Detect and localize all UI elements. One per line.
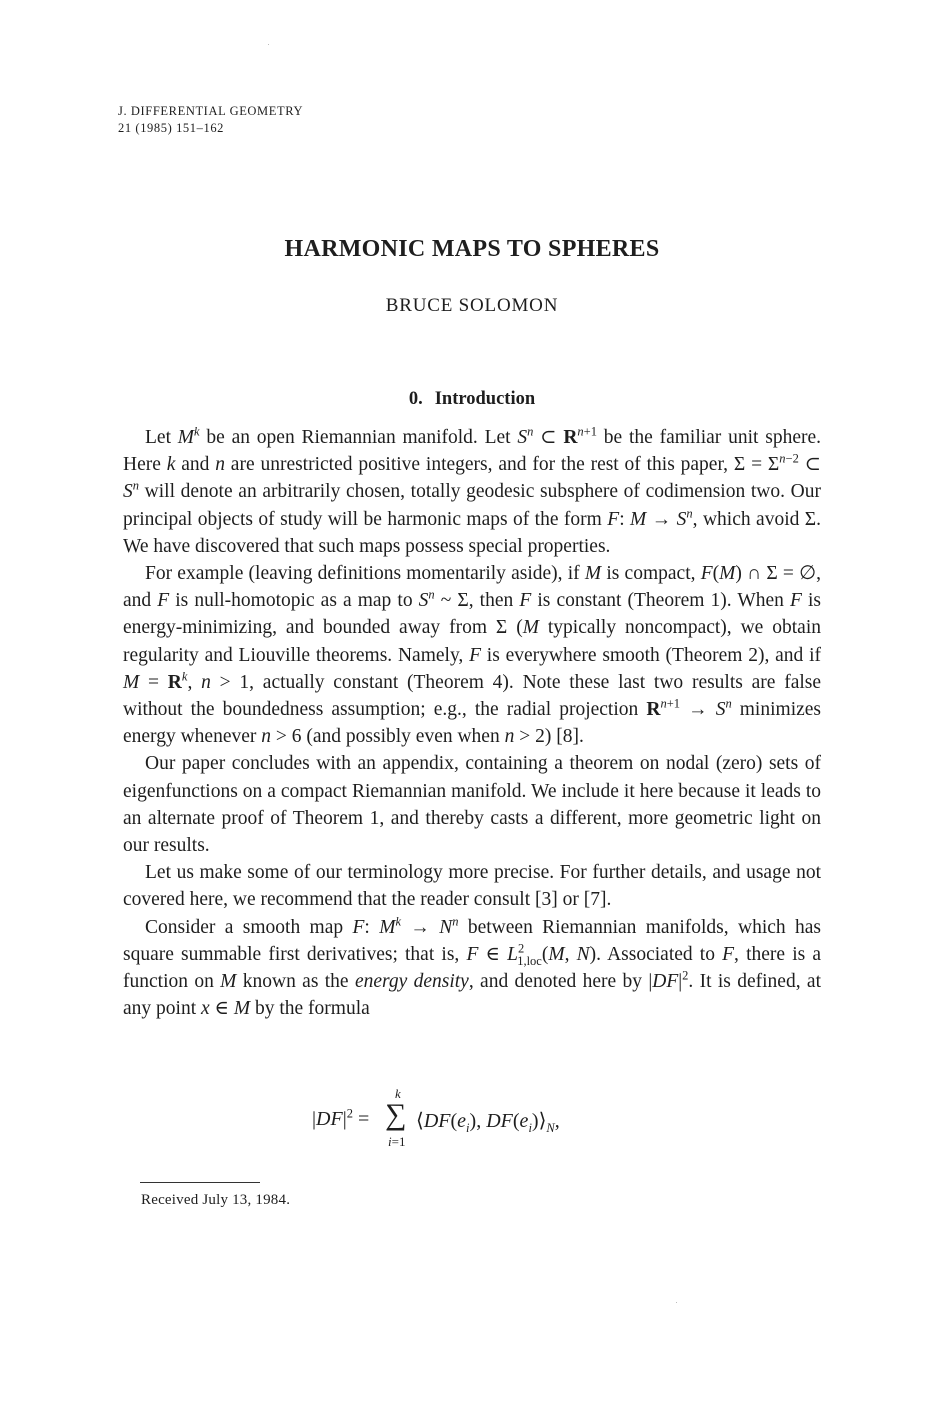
- section-title: Introduction: [434, 389, 536, 409]
- paper-author: BRUCE SOLOMON: [385, 295, 559, 316]
- paragraph-4: Let us make some of our terminology more precise. For further details, and usage not covered here, we recommend that the reader consult [3] or [7].: [123, 862, 821, 911]
- footnote-received: Received July 13, 1984.: [141, 1192, 291, 1208]
- paragraph-2: For example (leaving definitions momentarily aside), if M is compact, F(M) ∩ Σ = ∅, and F is null-homotopic as a map to $S^n$ ~ Σ, then F is constant (Theorem 1). When F is energy-minimizing, and bounded away from Σ (M typically noncompact), we obtain regularity and Liouville theorems. Namely, F is everywhere smooth (Theorem 2), and if $M = R^k$, n > 1, actually constant (Theorem 4). Note these last two results are false without the boundedness assumption; e.g., the radial projection $R^{n+1} \to S^n$ minimizes energy whenever n > 6 (and possibly even when n > 2) [8].: [123, 563, 822, 748]
- paragraph-5: Consider a smooth map F: $M^k \to N^n$ between Riemannian manifolds, which has square summable first derivatives; that is, F ∈ $L^2_{1,loc}(M$, N). Associated to F, there is a function on M known as the energy density, and denoted here by $|DF|^2$. It is defined, at any point x ∈ M by the formula: [123, 914, 821, 1020]
- section-heading: [0, 389, 944, 410]
- paragraph-1: Let $M^k$ be an open Riemannian manifold. Let $S^n$ ⊂ $R^{n+1}$ be the familiar unit sphere. Here k and n are unrestricted positive integers, and for the rest of this paper, $\Sigma = \Sigma^{n-2}$ ⊂ $S^n$ will denote an arbitrarily chosen, totally geodesic subsphere of codimension two. Our principal objects of study will be harmonic maps of the form F: $M \to S^n$, which avoid Σ. We have discovered that such maps possess special properties.: [123, 424, 822, 557]
- paper-title: HARMONIC MAPS TO SPHERES: [284, 236, 660, 262]
- formula-rhs: $⟨DF(e_i)$, $DF(e_i)⟩_N$,: [416, 1110, 560, 1135]
- section-number: 0.: [408, 389, 423, 409]
- sum-symbol: ∑: [385, 1098, 407, 1131]
- journal-volume: 21 (1985) 151–162: [118, 121, 225, 135]
- journal-name: J. DIFFERENTIAL GEOMETRY: [118, 104, 304, 118]
- scan-speck: [676, 1302, 677, 1303]
- energy-density-formula: [312, 1086, 732, 1156]
- formula-lhs: $|DF|^2$ =: [312, 1106, 370, 1130]
- paper-body: [123, 424, 821, 1022]
- paragraph-3: Our paper concludes with an appendix, containing a theorem on nodal (zero) sets of eigenfunctions on a compact Riemannian manifold. We include it here because it leads to an alternate proof of Theorem 1, and thereby casts a different, more geometric light on our results.: [123, 753, 821, 857]
- scan-speck: [268, 44, 269, 45]
- sum-lower-limit: i=1: [388, 1134, 406, 1149]
- journal-header: [118, 103, 303, 137]
- sum-upper-limit: k: [395, 1086, 401, 1101]
- footnote-rule: [140, 1182, 260, 1183]
